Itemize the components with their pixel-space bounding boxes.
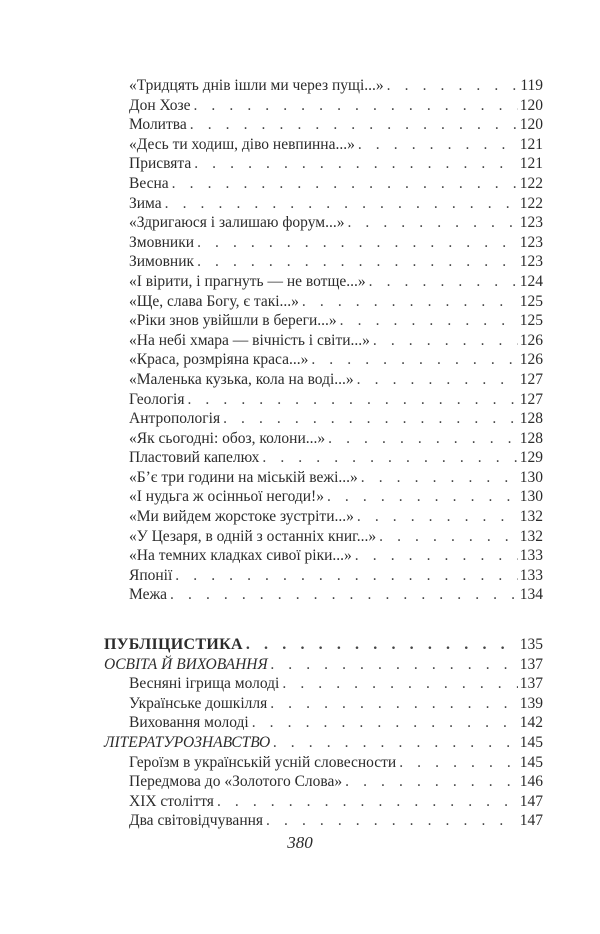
dot-leader xyxy=(194,154,518,174)
toc-entry xyxy=(129,674,543,694)
dot-leader xyxy=(266,811,518,831)
entry-title: Українське дошкілля xyxy=(129,694,270,714)
toc-entry xyxy=(129,772,543,792)
toc-entry xyxy=(129,527,543,547)
entry-title: Героїзм в українській усній словесности xyxy=(129,753,399,773)
entry-title: «У Цезаря, в одній з останніх книг...» xyxy=(129,527,379,547)
entry-page: 145 xyxy=(519,734,543,751)
entry-title: «Б’є три години на міській вежі...» xyxy=(129,468,361,488)
entry-title: Антропологія xyxy=(129,409,223,429)
entry-title: «На темних кладках сивої ріки...» xyxy=(129,546,355,566)
toc-entry xyxy=(129,390,543,410)
entry-page: 145 xyxy=(519,753,543,771)
toc-entry xyxy=(129,331,543,351)
toc-entry xyxy=(129,135,543,155)
entry-title: «Ми вийдем жорстоке зустріти...» xyxy=(129,507,357,527)
entry-page: 124 xyxy=(519,272,543,290)
toc-entry xyxy=(129,546,543,566)
dot-leader xyxy=(170,585,518,605)
entry-title: Весна xyxy=(129,174,172,194)
entry-page: 147 xyxy=(519,812,543,830)
entry-page: 137 xyxy=(519,655,543,673)
dot-leader xyxy=(217,792,518,812)
entry-page: 128 xyxy=(519,410,543,428)
entry-title: Межа xyxy=(129,585,170,605)
toc-entry xyxy=(129,252,543,272)
dot-leader xyxy=(252,713,518,733)
dot-leader xyxy=(197,233,518,253)
entry-page: 132 xyxy=(519,527,543,545)
dot-leader xyxy=(345,772,518,792)
toc-entry xyxy=(129,507,543,527)
entry-title: Змовники xyxy=(129,233,197,253)
entry-title: «Краса, розмріяна краса...» xyxy=(129,350,311,370)
entry-title: Японії xyxy=(129,566,175,586)
entry-page: 125 xyxy=(519,312,543,330)
entry-page: 122 xyxy=(519,174,543,192)
dot-leader xyxy=(197,252,518,272)
entry-page: 139 xyxy=(519,694,543,712)
entry-page: 125 xyxy=(519,292,543,310)
dot-leader xyxy=(327,487,518,507)
toc-entry xyxy=(129,753,543,773)
toc-entry xyxy=(129,115,543,135)
entry-page: 137 xyxy=(519,675,543,693)
entry-title: «Маленька кузька, кола на воді...» xyxy=(129,370,357,390)
entry-title: Весняні ігрища молоді xyxy=(129,674,282,694)
entry-title: «Ще, слава Богу, є такі...» xyxy=(129,292,302,312)
toc-entry xyxy=(129,292,543,312)
entry-page: 134 xyxy=(519,586,543,604)
section-gap xyxy=(0,605,600,635)
entry-page: 130 xyxy=(519,488,543,506)
dot-leader xyxy=(387,76,519,96)
dot-leader xyxy=(172,174,518,194)
toc-entry xyxy=(129,370,543,390)
dot-leader xyxy=(271,655,518,675)
entry-title: Передмова до «Золотого Слова» xyxy=(129,772,345,792)
entry-title: «На небі хмара — вічність і світи...» xyxy=(129,331,373,351)
entry-title: Два світовідчування xyxy=(129,811,266,831)
toc-entry xyxy=(129,409,543,429)
dot-leader xyxy=(262,448,517,468)
dot-leader xyxy=(190,115,518,135)
toc-entry xyxy=(129,694,543,714)
dot-leader xyxy=(379,527,518,547)
entry-page: 120 xyxy=(519,96,543,114)
entry-page: 132 xyxy=(519,508,543,526)
entry-title: «Ріки знов увійшли в береги...» xyxy=(129,311,340,331)
toc-entry xyxy=(129,76,543,96)
dot-leader xyxy=(347,213,517,233)
part-title: ПУБЛІЦИСТИКА xyxy=(104,635,246,655)
toc-entry xyxy=(129,585,543,605)
page-number: 380 xyxy=(287,833,313,852)
toc-entry xyxy=(129,154,543,174)
entry-page: 130 xyxy=(519,468,543,486)
entry-title: Молитва xyxy=(129,115,190,135)
dot-leader xyxy=(373,331,518,351)
dot-leader xyxy=(273,733,518,753)
entry-page: 122 xyxy=(519,194,543,212)
dot-leader xyxy=(311,350,517,370)
toc-entry xyxy=(129,194,543,214)
toc-section-heading xyxy=(104,655,543,675)
dot-leader xyxy=(340,311,518,331)
toc-entry xyxy=(129,811,543,831)
dot-leader xyxy=(282,674,517,694)
entry-page: 123 xyxy=(519,253,543,271)
entry-page: 123 xyxy=(519,233,543,251)
entry-page: 126 xyxy=(519,331,543,349)
entry-title: Присвята xyxy=(129,154,194,174)
entry-page: 119 xyxy=(520,77,543,94)
toc-part-heading xyxy=(104,635,543,655)
toc-entry xyxy=(129,213,543,233)
toc-entry xyxy=(129,233,543,253)
entry-page: 127 xyxy=(519,390,543,408)
entry-title: XIX століття xyxy=(129,792,217,812)
toc-entry xyxy=(129,448,543,468)
dot-leader xyxy=(328,429,518,449)
toc-entry xyxy=(129,272,543,292)
entry-page: 147 xyxy=(519,792,543,810)
toc-entry xyxy=(129,713,543,733)
dot-leader xyxy=(302,292,518,312)
toc-entry xyxy=(129,566,543,586)
toc-entry xyxy=(129,468,543,488)
entry-title: «Десь ти ходиш, діво невпинна...» xyxy=(129,135,358,155)
dot-leader xyxy=(357,370,518,390)
entry-page: 121 xyxy=(519,135,543,153)
entry-title: «І вірити, і прагнуть — не вотще...» xyxy=(129,272,369,292)
entry-title: «Тридцять днів ішли ми через пущі...» xyxy=(129,76,387,96)
entry-page: 121 xyxy=(519,155,543,173)
dot-leader xyxy=(361,468,518,488)
section-title: ОСВІТА Й ВИХОВАННЯ xyxy=(104,655,271,675)
entry-page: 129 xyxy=(519,449,543,467)
toc-entry xyxy=(129,174,543,194)
entry-page: 128 xyxy=(519,429,543,447)
dot-leader xyxy=(270,694,518,714)
table-of-contents xyxy=(0,76,600,831)
entry-page: 146 xyxy=(519,773,543,791)
entry-page: 133 xyxy=(519,547,543,565)
entry-page: 126 xyxy=(519,351,543,369)
entry-title: Виховання молоді xyxy=(129,713,252,733)
section-title: ЛІТЕРАТУРОЗНАВСТВО xyxy=(104,733,273,753)
dot-leader xyxy=(187,390,517,410)
toc-entry xyxy=(129,311,543,331)
entry-title: «І нудьга ж осінньої негоди!» xyxy=(129,487,327,507)
toc-section-heading xyxy=(104,733,543,753)
dot-leader xyxy=(223,409,518,429)
entry-page: 127 xyxy=(519,370,543,388)
toc-entry xyxy=(129,96,543,116)
toc-entry xyxy=(129,429,543,449)
toc-entry xyxy=(129,350,543,370)
entry-title: Пластовий капелюх xyxy=(129,448,262,468)
dot-leader xyxy=(175,566,517,586)
dot-leader xyxy=(355,546,518,566)
entry-title: Геологія xyxy=(129,390,187,410)
dot-leader xyxy=(369,272,518,292)
entry-title: Дон Хозе xyxy=(129,96,193,116)
dot-leader xyxy=(399,753,518,773)
entry-page: 120 xyxy=(519,116,543,134)
entry-title: «Здригаюся і залишаю форум...» xyxy=(129,213,347,233)
entry-title: «Як сьогодні: обоз, колони...» xyxy=(129,429,328,449)
dot-leader xyxy=(165,194,518,214)
entry-page: 135 xyxy=(519,636,543,654)
toc-entry xyxy=(129,792,543,812)
dot-leader xyxy=(358,135,518,155)
entry-page: 142 xyxy=(519,714,543,732)
entry-title: Зимовник xyxy=(129,252,197,272)
dot-leader xyxy=(357,507,518,527)
toc-entry xyxy=(129,487,543,507)
entry-page: 123 xyxy=(519,214,543,232)
entry-title: Зима xyxy=(129,194,165,214)
dot-leader xyxy=(193,96,517,116)
dot-leader xyxy=(246,635,518,655)
entry-page: 133 xyxy=(519,566,543,584)
